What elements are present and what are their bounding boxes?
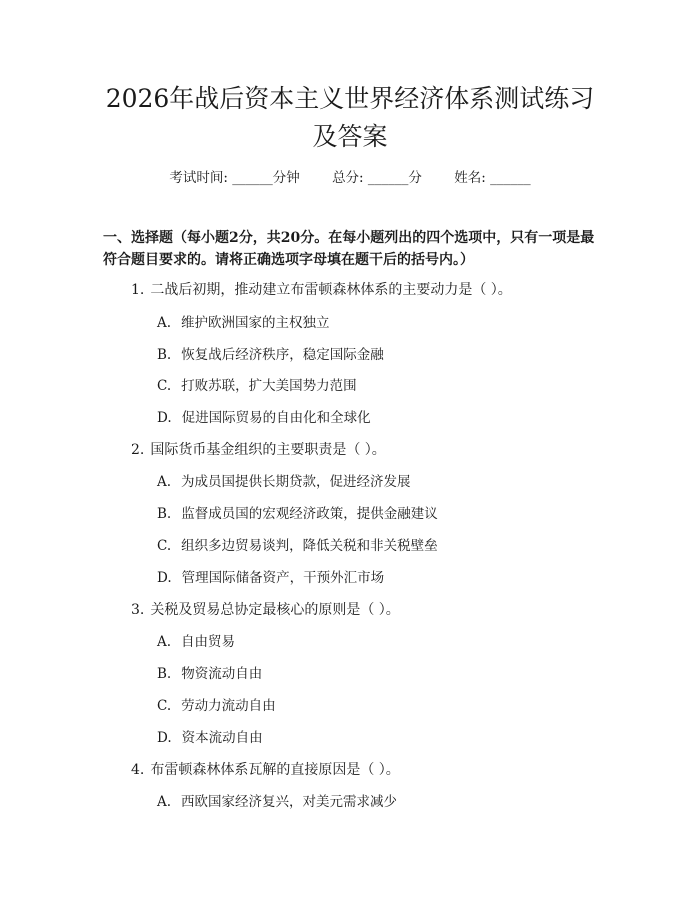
student-name: 姓名: ______ bbox=[454, 170, 531, 186]
question-1-option-d: D. 促进国际贸易的自由化和全球化 bbox=[157, 410, 371, 426]
document-title bbox=[60, 80, 640, 156]
title-line-1: 2026年战后资本主义世界经济体系测试练习 bbox=[105, 84, 595, 113]
question-3-option-b: B. 物资流动自由 bbox=[157, 666, 263, 682]
exam-time: 考试时间: ______分钟 bbox=[169, 170, 300, 186]
question-3-option-c: C. 劳动力流动自由 bbox=[157, 698, 276, 714]
question-3: 3. 关税及贸易总协定最核心的原则是（ ）。 bbox=[131, 602, 400, 618]
question-2-option-b: B. 监督成员国的宏观经济政策，提供金融建议 bbox=[157, 506, 438, 522]
exam-time-blank: ______ bbox=[232, 170, 273, 186]
question-1-option-a: A. 维护欧洲国家的主权独立 bbox=[157, 315, 330, 331]
question-2: 2. 国际货币基金组织的主要职责是（ ）。 bbox=[131, 442, 386, 458]
total-score-blank: ______ bbox=[367, 170, 409, 186]
title-line-2: 及答案 bbox=[312, 122, 388, 151]
question-3-option-a: A. 自由贸易 bbox=[157, 634, 236, 650]
question-2-option-c: C. 组织多边贸易谈判，降低关税和非关税壁垒 bbox=[157, 538, 438, 554]
section-heading: 一、选择题（每小题2分，共20分。在每小题列出的四个选项中，只有一项是最符合题目要求的。请将正确选项字母填在题干后的括号内。） bbox=[103, 230, 595, 268]
question-1-option-c: C. 打败苏联，扩大美国势力范围 bbox=[157, 378, 357, 394]
question-1: 1. 二战后初期，推动建立布雷顿森林体系的主要动力是（ ）。 bbox=[131, 282, 512, 298]
question-2-option-d: D. 管理国际储备资产，干预外汇市场 bbox=[157, 570, 385, 586]
question-2-option-a: A. 为成员国提供长期贷款，促进经济发展 bbox=[157, 474, 411, 490]
question-1-option-b: B. 恢复战后经济秩序，稳定国际金融 bbox=[157, 347, 384, 363]
student-name-blank: ______ bbox=[490, 170, 531, 186]
exam-meta bbox=[0, 168, 700, 188]
total-score: 总分: ______分 bbox=[332, 170, 422, 186]
question-4-option-a: A. 西欧国家经济复兴，对美元需求减少 bbox=[157, 794, 398, 810]
question-3-option-d: D. 资本流动自由 bbox=[157, 730, 263, 746]
question-4: 4. 布雷顿森林体系瓦解的直接原因是（ ）。 bbox=[131, 762, 400, 778]
